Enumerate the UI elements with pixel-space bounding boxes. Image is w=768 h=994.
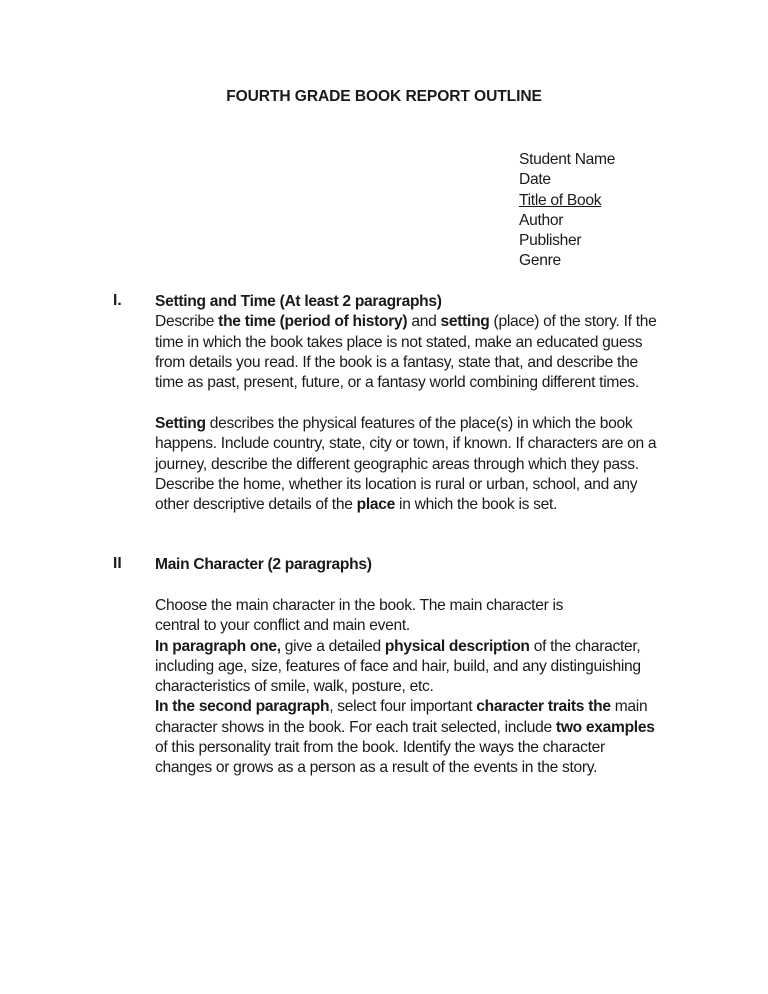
info-field-author: Author [519,211,564,229]
section-numeral-1: I. [113,292,122,309]
info-field-title-of-book: Title of Book [519,191,602,209]
document-title: FOURTH GRADE BOOK REPORT OUTLINE [226,88,542,105]
info-field-publisher: Publisher [519,232,582,250]
paragraph-time: Describe the time (period of history) and setting (place) of the story. If the time in which the book takes place is not stated, make an educated guess from details you read. If the book is a fantasy, state that, and describe the time as past, present, future, or a fantasy world combining different times. [155,313,657,392]
section-numeral-2: II [113,555,122,572]
paragraph-main-character: Choose the main character in the book. The main character is central to your conflict and main event. In paragraph one, give a detailed physical description of the character, including age, size, features of face and hair, build, and any distinguishing characteristics of smile, walk, posture, etc. In the second paragraph, select four important character traits the main character shows in the book. For each trait selected, include two examples of this personality trait from the book. Identify the ways the character changes or grows as a person as a result of the events in the story. [155,597,655,777]
info-field-genre: Genre [519,252,561,270]
section-heading: Setting and Time (At least 2 paragraphs) [155,293,442,310]
info-field-date: Date [519,171,551,189]
info-field-student-name: Student Name [519,151,616,168]
paragraph-setting: Setting describes the physical features of the place(s) in which the book happens. Include country, state, city or town, if known. If characters are on a journey, describe the different geographic areas through which they pass. Describe the home, whether its location is rural or urban, school, and any other descriptive details of the place in which the book is set. [155,415,657,514]
student-info-block [519,150,615,272]
section-setting-and-time [155,292,715,393]
section-main-character [155,596,715,779]
section-main-character-heading: Main Character (2 paragraphs) [155,556,372,573]
